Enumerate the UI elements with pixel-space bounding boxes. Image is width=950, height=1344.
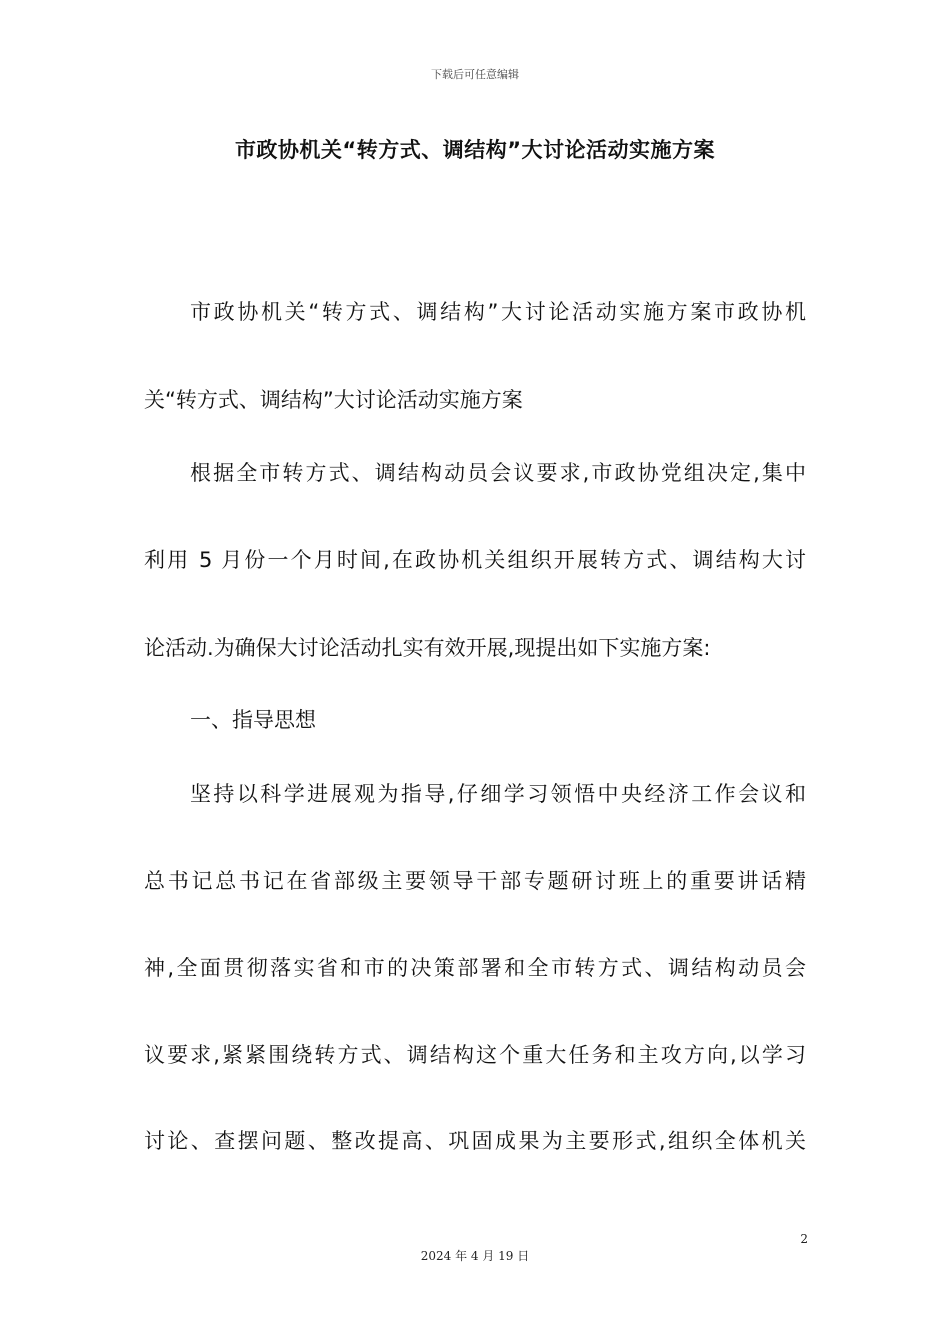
- body-line: 讨论、查摆问题、整改提高、巩固成果为主要形式,组织全体机关: [144, 1129, 806, 1153]
- page-number: 2: [800, 1232, 808, 1246]
- document-title: 市政协机关“转方式、调结构”大讨论活动实施方案: [234, 138, 716, 162]
- body-line: 根据全市转方式、调结构动员会议要求,市政协党组决定,集中: [190, 461, 806, 485]
- body-line: 议要求,紧紧围绕转方式、调结构这个重大任务和主攻方向,以学习: [144, 1043, 806, 1067]
- header-note: 下载后可任意编辑: [431, 68, 519, 81]
- body-line: 总书记总书记在省部级主要领导干部专题研讨班上的重要讲话精: [144, 869, 806, 893]
- body-line: 坚持以科学进展观为指导,仔细学习领悟中央经济工作会议和: [190, 782, 806, 806]
- body-line: 神,全面贯彻落实省和市的决策部署和全市转方式、调结构动员会: [144, 956, 806, 980]
- footer-date: 2024 年 4 月 19 日: [420, 1249, 530, 1263]
- body-line: 关“转方式、调结构”大讨论活动实施方案: [144, 388, 523, 412]
- body-line: 市政协机关“转方式、调结构”大讨论活动实施方案市政协机: [190, 300, 806, 324]
- section-heading: 一、指导思想: [190, 708, 316, 732]
- body-line: 论活动.为确保大讨论活动扎实有效开展,现提出如下实施方案:: [144, 636, 711, 660]
- body-line: 利用 5 月份一个月时间,在政协机关组织开展转方式、调结构大讨: [144, 548, 806, 572]
